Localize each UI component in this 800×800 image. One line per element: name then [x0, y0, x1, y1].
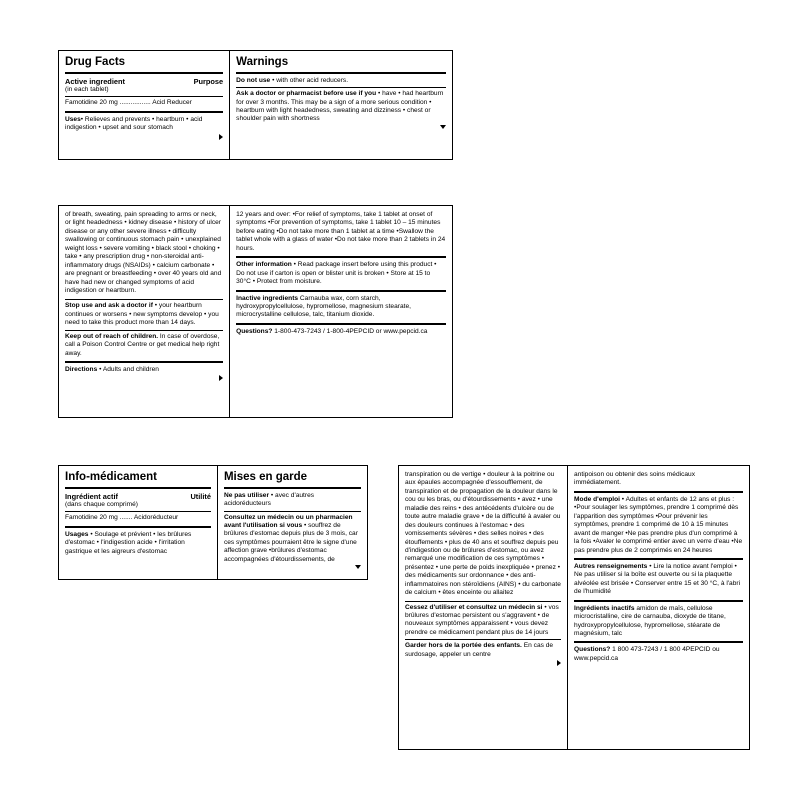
ne-pas-utiliser-text: • avec d'autres acidoréducteurs	[223, 491, 315, 508]
warnings-continuation-column	[59, 206, 230, 417]
utilite-heading: Utilité	[190, 491, 211, 501]
info-medicament-title: Info-médicament	[65, 471, 158, 483]
stop-use-heading: Stop use and ask a doctor if	[65, 302, 153, 310]
do-not-use-heading: Do not use	[236, 76, 271, 84]
cessez-utiliser-text: • vos brûlures d'estomac persistent ou s'aggravent • de nouveaux symptômes apparaissent • vous devez prendre ce médicament pendant plus de 14 jours	[405, 603, 559, 636]
other-information-heading: Other information	[236, 261, 292, 269]
info-medicament-continuation-panel	[398, 465, 750, 750]
drug-facts-column	[59, 51, 230, 159]
consultez-medecin-heading: Consultez un médecin ou un pharmacien avant l'utilisation si vous	[223, 513, 353, 529]
directions-heading: Directions	[65, 366, 98, 373]
uses-text: • Relieves and prevents • heartburn • acid indigestion • upset and sour stomach	[65, 115, 203, 132]
drug-facts-title: Drug Facts	[65, 56, 126, 68]
keep-out-of-reach-heading: Keep out of reach of children.	[65, 332, 159, 340]
active-ingredient-heading: Active ingredient	[65, 76, 125, 86]
uses-heading: Uses	[65, 115, 81, 123]
mises-en-garde-continuation-text: transpiration ou de vertige • douleur à la poitrine ou aux épaules accompagnée d'essoufflement, de transpiration et de propagation de la douleur dans le cou ou les bras, ou d'étourdissements • avez • une maladie des reins • des antécédents d'ulcère ou de toute autre maladie grave • de la difficulté à avaler ou des douleurs continues à l'estomac • des vomissements sévères • des selles noires • des étouffements • plus de 40 ans et souffrez depuis peu d'indigestion ou de brûlures d'estomac, ou avez remarqué une modification de ces symptômes • présentez • une perte de poids inexpliquée • prenez • des médicaments sur ordonnance • des anti-inflammatoires non stéroïdiens (AINS) • du carbonate de calcium • êtes enceinte ou allaitez	[405, 471, 561, 597]
ingredients-inactifs-text: amidon de maïs, cellulose microcristalline, cire de carnauba, dioxyde de titane, hydroxypropylcellulose, hypromellose, stéarate de magnésium, talc	[574, 604, 726, 637]
questions-heading: Questions?	[236, 327, 273, 335]
info-medicament-column	[59, 466, 218, 579]
questions-text: 1-800-473-7243 / 1-800-4PEPCID or www.pepcid.ca	[274, 327, 428, 335]
warnings-column	[230, 51, 452, 159]
par-comprime-note: (dans chaque comprimé)	[65, 500, 138, 508]
info-medicament-panel	[58, 465, 368, 580]
questions-text-fr: 1 800 473-7243 / 1 800 4PEPCID ou www.pepcid.ca	[574, 646, 720, 662]
other-information-text: • Read package insert before using this product • Do not use if carton is open or blister unit is broken • Store at 15 to 30°C • Protect from moisture.	[236, 261, 437, 286]
keep-out-of-reach-text: In case of overdose, call a Poison Control Centre or get medical help right away.	[65, 332, 220, 357]
active-ingredient-line: Famotidine 20 mg ................. Acid Reducer	[65, 99, 192, 107]
ingredient-actif-heading: Ingrédient actif	[65, 491, 118, 501]
warnings-continuation-text: of breath, sweating, pain spreading to arms or neck, or light headedness • kidney disease • history of ulcer disease or any other severe illness • difficulty swallowing or continuous stomach pain • unexplained weight loss • severe vomiting • black stool • choking • take • any prescription drug • non-steroidal anti-inflammatory drugs (NSAIDs) • calcium carbonate • are pregnant or breastfeeding • over 40 years old and have had new or changed symptoms of acid indigestion or heartburn.	[65, 211, 222, 294]
autres-renseignements-text: • Lire la notice avant l'emploi • Ne pas utiliser si la boîte est ouverte ou si la plaquette alvéolée est brisée • Conserver entre 15 et 30 °C, à l'abri de l'humidité	[574, 562, 741, 596]
warnings-title: Warnings	[236, 56, 289, 68]
ingredient-actif-line: Famotidine 20 mg ....... Acidoréducteur	[65, 514, 179, 522]
ne-pas-utiliser-heading: Ne pas utiliser	[223, 491, 270, 499]
overdose-continuation-text: antipoison ou obtenir des soins médicaux immédiatement.	[574, 471, 696, 487]
drug-facts-continuation-panel	[58, 205, 453, 418]
ask-doctor-heading: Ask a doctor or pharmacist before use if you	[236, 90, 377, 98]
directions-text: • Adults and children	[99, 366, 159, 373]
ingredients-inactifs-heading: Ingrédients inactifs	[574, 604, 635, 612]
mises-en-garde-title: Mises en garde	[223, 471, 308, 483]
dosage-text: 12 years and over: •For relief of symptoms, take 1 tablet at onset of symptoms •For prevention of symptoms, take 1 tablet 10 – 15 minutes before eating •Do not take more than 1 tablet at a time •Swallow the tablet whole with a glass of water •Do not take more than 2 tablets in 24 hours.	[236, 211, 446, 252]
ask-doctor-text: • have • had heartburn for over 3 months. This may be a sign of a more serious condition • heartburn with light headedness, sweating and dizziness • chest or shoulder pain with shortness	[236, 90, 444, 123]
cessez-utiliser-heading: Cessez d'utiliser et consultez un médecin si	[405, 603, 543, 611]
usages-heading: Usages	[65, 530, 89, 538]
mode-emploi-heading: Mode d'emploi	[574, 495, 620, 503]
continue-arrow-icon	[557, 660, 561, 666]
per-tablet-note: (in each tablet)	[65, 85, 109, 93]
do-not-use-text: • with other acid reducers.	[272, 76, 349, 84]
continue-arrow-icon	[219, 134, 223, 140]
continue-down-arrow-icon	[440, 125, 446, 129]
inactive-ingredients-text: Carnauba wax, corn starch, hydroxypropylcellulose, hypromellose, magnesium stearate, microcrystalline cellulose, talc, titanium dioxide.	[236, 294, 411, 319]
directions-details-column	[230, 206, 452, 417]
usages-text: • Soulage et prévient • les brûlures d'estomac • l'indigestion acide • l'irritation gastrique et les aigreurs d'estomac	[65, 530, 192, 555]
mode-emploi-column	[568, 466, 749, 749]
stop-use-text: • your heartburn continues or worsens • new symptoms develop • you need to take this product more than 14 days.	[65, 302, 219, 327]
questions-heading-fr: Questions?	[574, 646, 611, 654]
mode-emploi-text: • Adultes et enfants de 12 ans et plus : •Pour soulager les symptômes, prendre 1 comprimé dès l'apparition des symptômes •Pour prévenir les symptômes, prendre 1 comprimé de 10 à 15 minutes avant de manger •Ne pas prendre plus d'un comprimé à la fois •Avaler le comprimé entier avec un verre d'eau •Ne pas prendre plus de 2 comprimés en 24 heures	[574, 495, 743, 554]
garder-hors-portee-text: En cas de surdosage, appeler un centre	[405, 642, 554, 658]
garder-hors-portee-heading: Garder hors de la portée des enfants.	[405, 642, 522, 650]
continue-down-arrow-icon	[355, 565, 361, 569]
purpose-heading: Purpose	[193, 76, 224, 86]
consultez-medecin-text: • souffrez de brûlures d'estomac depuis plus de 3 mois, car ces symptômes pourraient être le signe d'une affection grave •brûlures d'estomac accompagnées d'étourdissements, de	[223, 521, 358, 563]
autres-renseignements-heading: Autres renseignements	[574, 562, 648, 570]
drug-facts-panel	[58, 50, 453, 160]
inactive-ingredients-heading: Inactive ingredients	[236, 294, 299, 302]
mises-en-garde-column	[218, 466, 367, 579]
mises-en-garde-continuation-column	[399, 466, 568, 749]
continue-arrow-icon	[219, 375, 223, 381]
